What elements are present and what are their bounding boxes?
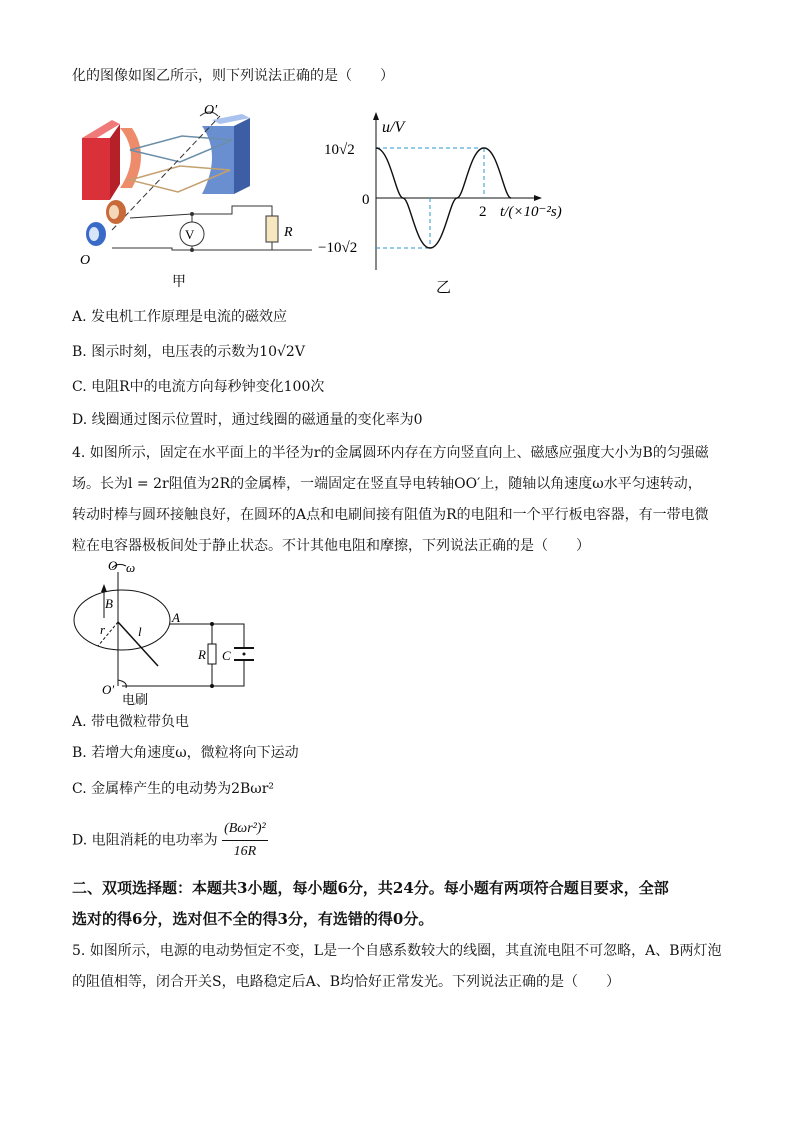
q4-stem-line-1: 4. 如图所示，固定在水平面上的半径为r的金属圆环内存在方向竖直向上、磁感应强度大小为B的匀强磁 xyxy=(72,445,709,461)
power-denominator: 16R xyxy=(233,844,257,859)
q4-option-a: A. 带电微粒带负电 xyxy=(72,714,190,730)
fig4-r: r xyxy=(100,622,106,637)
zero-label: 0 xyxy=(362,192,370,208)
section2-line-2: 选对的得6分，选对但不全的得3分，有选错的得0分。 xyxy=(72,910,434,928)
rotating-rod-figure xyxy=(72,558,272,708)
q4-stem-line-2: 场。长为l = 2r阻值为2R的金属棒，一端固定在竖直导电转轴OO′上，随轴以角速度ω水平匀速转动， xyxy=(72,476,702,492)
q3-option-c: C. 电阻R中的电流方向每秒钟变化100次 xyxy=(72,379,325,395)
caption-jia: 甲 xyxy=(172,275,186,290)
q4-stem-line-4: 粒在电容器极板间处于静止状态。不计其他电阻和摩擦，下列说法正确的是（ ） xyxy=(72,538,590,554)
label-r: R xyxy=(284,225,293,240)
power-numerator: (Bωr²)² xyxy=(222,818,268,841)
section2-line-1: 二、双项选择题：本题共3小题，每小题6分，共24分。每小题有两项符合题目要求，全部 xyxy=(72,879,669,897)
q4-option-d xyxy=(72,818,268,863)
fig4-brush: 电刷 xyxy=(122,692,149,707)
y-min-label: −10√2 xyxy=(318,240,358,256)
q5-line-2: 的阻值相等，闭合开关S，电路稳定后A、B均恰好正常发光。下列说法正确的是（ ） xyxy=(72,974,620,990)
generator-figure xyxy=(72,100,312,300)
fig4-b: B xyxy=(105,596,113,611)
q3-option-d: D. 线圈通过图示位置时，通过线圈的磁通量的变化率为0 xyxy=(72,412,423,428)
y-axis-label: u/V xyxy=(382,119,405,136)
q4-option-c: C. 金属棒产生的电动势为2Bωr² xyxy=(72,781,275,797)
x-tick-label: 2 xyxy=(479,204,487,220)
y-max-label: 10√2 xyxy=(324,142,355,158)
fig4-o-prime: O′ xyxy=(102,682,115,697)
q4-stem-line-3: 转动时棒与圆环接触良好，在圆环的A点和电刷间接有阻值为R的电阻和一个平行板电容器，有一带电微 xyxy=(72,507,709,523)
x-axis-label: t/(×10⁻²s) xyxy=(500,204,562,220)
q4-option-d-prefix: D. 电阻消耗的电功率为 xyxy=(72,832,218,849)
fig4-c: C xyxy=(222,648,231,663)
power-fraction xyxy=(222,818,268,863)
voltage-graph xyxy=(318,110,598,300)
q3-intro: 化的图像如图乙所示，则下列说法正确的是（ ） xyxy=(72,68,394,84)
label-o-prime: O′ xyxy=(204,103,218,118)
label-v: V xyxy=(185,227,195,242)
q5-line-1: 5. 如图所示，电源的电动势恒定不变，L是一个自感系数较大的线圈，其直流电阻不可忽略，A、B两灯泡 xyxy=(72,943,722,959)
q3-option-b: B. 图示时刻，电压表的示数为10√2V xyxy=(72,344,305,360)
fig4-a: A xyxy=(172,610,180,625)
fig4-l: l xyxy=(138,624,142,639)
fig4-omega: ω xyxy=(126,560,136,575)
caption-yi: 乙 xyxy=(436,280,452,296)
q4-option-b: B. 若增大角速度ω，微粒将向下运动 xyxy=(72,745,299,761)
label-o: O xyxy=(80,253,91,268)
q3-option-a: A. 发电机工作原理是电流的磁效应 xyxy=(72,309,288,325)
fig4-o: O xyxy=(108,558,118,573)
fig4-r-resistor: R xyxy=(198,647,206,662)
